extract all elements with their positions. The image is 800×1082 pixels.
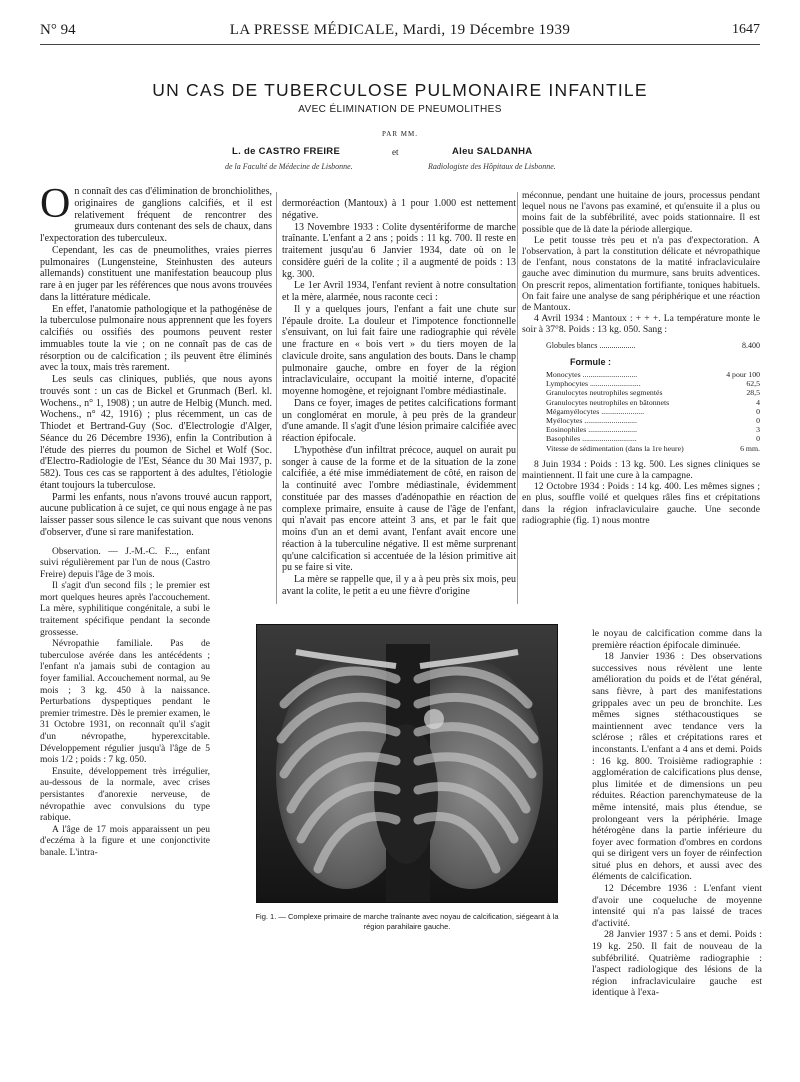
formula-value: 4 pour 100 <box>726 370 760 380</box>
formula-row <box>546 398 760 407</box>
author-1: L. de CASTRO FREIRE <box>232 146 341 157</box>
paragraph: Les seuls cas cliniques, publiés, que nous ayons trouvés sont : un cas de Bickel et Grunmach (Berl. kl. Wochens., n° 1, 1908) ; un autre de Helbig (Munch. med. Wochens., n° 42, 1916) ; plus récemment, un cas de Thiodet et Bertrand-Guy (Soc. d'Electrologie d'Alger, Séance du 26 Décembre 1936), enfin la Contribution à l'étude des pierres du poumon de Sichel et Wolf (Soc. d'Electro-Radiologie de l'Est, Séance du 30 Mai 1937, p. 582). Tous ces cas se rapportent à des adultes, l'étiologie étant toujours la tuberculose. <box>40 374 272 491</box>
paragraph: 18 Janvier 1936 : Des observations successives nous révèlent une lente amélioration du poids et de l'état général, sans fièvre, à part des manifestations grippales avec un peu de bronchite. Les mêmes signes stéthacoustiques se maintiennent avec tendance vers la sclérose ; râles et crépitations rares et inconstants. L'enfant a 4 ans et demi. Poids : 16 kg. 800. Troisième radiographie : agglomération de calcifications plus dense, plus limitée et de dimensions un peu réduites. Réaction parenchymateuse de la même intensité, mais plus étendue, se prolongeant vers la périphérie. Image hétérogène dans la partie inférieure du foyer avec formation d'ombres en cordons qui se dirigent vers un foyer de réinfection situé plus en dehors, et aussi avec des éléments de calcification. <box>592 651 762 883</box>
article-subtitle: AVEC ÉLIMINATION DE PNEUMOLITHES <box>298 104 502 115</box>
paragraph: Observation. — J.-M.-C. F..., enfant suivi régulièrement par l'un de nous (Castro Freire) depuis l'âge de 3 mois. <box>40 546 210 580</box>
figure-caption: Fig. 1. — Complexe primaire de marche traînante avec noyau de calcification, siégeant à la région parahilaire gauche. <box>255 912 559 931</box>
xray-figure <box>256 624 558 903</box>
xray-image <box>256 624 558 903</box>
paragraph: méconnue, pendant une huitaine de jours, processus pendant lequel nous ne l'avons pas examiné, et qu'ensuite il a plus ou moins fait de la subfébrilité, avec poids stationnaire. Il est possible que de là date la période allergique. <box>522 190 760 235</box>
paragraph: 28 Janvier 1937 : 5 ans et demi. Poids : 19 kg. 250. Il fait de nouveau de la subfébrilité. Quatrième radiographie : l'aspect radiologique des lésions de la région infraclaviculaire gauche est identique à l'exa- <box>592 929 762 999</box>
drop-cap: O <box>40 181 71 227</box>
formula-label: Myélocytes ........................... <box>546 416 637 426</box>
formula-value: 6 mm. <box>740 443 760 453</box>
issue-number: N° 94 <box>40 22 76 38</box>
formula-row <box>546 388 760 397</box>
formula-row <box>546 407 760 416</box>
paragraph: 12 Décembre 1936 : L'enfant vient d'avoir une coqueluche de moyenne intensité qui n'a pas laissé de traces d'activité. <box>592 883 762 929</box>
globules-value: 8.400 <box>742 340 760 350</box>
formula-label: Eosinophiles ......................... <box>546 425 637 435</box>
formula-table <box>546 370 760 453</box>
formula-row <box>546 379 760 388</box>
running-header <box>40 22 760 44</box>
paragraph: dermoréaction (Mantoux) à 1 pour 1.000 est nettement négative. <box>282 198 516 221</box>
formula-label: Vitesse de sédimentation (dans la 1re heure) <box>546 443 684 453</box>
formula-label: Mégamyélocytes ...................... <box>546 406 645 416</box>
formula-value: 62,5 <box>746 379 760 389</box>
formula-label: Monocytes ............................ <box>546 370 638 380</box>
author-2: Aleu SALDANHA <box>452 146 533 157</box>
formula-row <box>546 370 760 379</box>
page-number: 1647 <box>732 22 760 37</box>
paragraph: Le petit tousse très peu et n'a pas d'expectoration. A l'observation, à part la constitution délicate et névropathique de l'enfant, nous constatons de la matité infraclaviculaire gauche avec diminution du murmure, sans bruits adventices. On prescrit repos, alimentation fortifiante, toniques habituels. On fait faire une analyse de sang périphérique et une réaction de Mantoux. <box>522 234 760 314</box>
column-3 <box>522 190 760 526</box>
paragraph: Cependant, les cas de pneumolithes, vraies pierres pulmonaires (Lungensteine, Steinhusten des auteurs allemands) constituent une manifestation beaucoup plus rare à en juger par les références que nous avons trouvées dans la littérature médicale. <box>40 244 272 303</box>
affiliation-2: Radiologiste des Hôpitaux de Lisbonne. <box>428 162 556 171</box>
header-rule <box>40 44 760 45</box>
article-title: UN CAS DE TUBERCULOSE PULMONAIRE INFANTILE <box>152 80 648 100</box>
formula-value: 0 <box>756 406 760 416</box>
journal-title: LA PRESSE MÉDICALE, Mardi, 19 Décembre 1939 <box>229 22 571 38</box>
formula-label: Basophiles ............................ <box>546 434 637 444</box>
paragraph: En effet, l'anatomie pathologique et la pathogénèse de la tuberculose pulmonaire nous apprennent que les foyers calcifiés ou ossifiés des poumons peuvent rester immuables toute la vie ; on ne connaît pas de cas de résorption ou de calcification ; ils peuvent être éliminés avec la toux, mais très rarement. <box>40 303 272 374</box>
blood-count-line <box>546 340 760 351</box>
paragraph: Dans ce foyer, images de petites calcifications formant un conglomérat en morule, à peu près de la grandeur d'une amande. Il s'agit d'une lésion primaire calcifiée avec réaction épifocale. <box>282 397 516 444</box>
formula-row <box>546 444 760 453</box>
affiliation-1: de la Faculté de Médecine de Lisbonne. <box>225 162 353 171</box>
column-2 <box>282 198 516 598</box>
globules-label: Globules blancs .................. <box>546 340 636 350</box>
paragraph: Ensuite, développement très irrégulier, au-dessous de la normale, avec crises persistantes d'anorexie nerveuse, de névropathie avec convulsions du type rabique. <box>40 766 210 824</box>
paragraph: 8 Juin 1934 : Poids : 13 kg. 500. Les signes cliniques se maintiennent. Il fait une cure à la campagne. <box>522 458 760 482</box>
formula-value: 4 <box>756 397 760 407</box>
paragraph: Il s'agit d'un second fils ; le premier est mort quelques heures après l'accouchement. La mère, syphilitique congénitale, a subi le traitement spécifique pendant la seconde grossesse. <box>40 581 210 638</box>
paragraph: 12 Octobre 1934 : Poids : 14 kg. 400. Les mêmes signes ; en plus, souffle voilé et quelques râles fins et crépitations dans la région infraclaviculaire gauche. Une seconde radiographie (fig. 1) nous montre <box>522 481 760 526</box>
byline-par: PAR MM. <box>382 130 418 138</box>
formula-row <box>546 425 760 434</box>
column-1 <box>40 181 272 860</box>
formula-row <box>546 434 760 443</box>
formula-value: 28,5 <box>746 388 760 398</box>
paragraph: L'hypothèse d'un infiltrat précoce, auquel on aurait pu songer à cause de la forme et de la situation de la zone calcifiée, a été mise immédiatement de côté, en raison de la continuité avec l'ombre médiastinale, évidemment constituée par des masses d'adénopathie en réaction de complexe primaire, ensuite à cause de l'âge de l'enfant, qui n'avait pas encore atteint 3 ans, et par le fait que moins d'un an et demi avant, l'enfant avait encore une réaction à la tuberculine négative. Il est même surprenant qu'une calcification si accentuée de la lésion primitive ait pu se faire si vite. <box>282 444 516 574</box>
paragraph: le noyau de calcification comme dans la première réaction épifocale diminuée. <box>592 628 762 651</box>
formula-row <box>546 416 760 425</box>
paragraph: 4 Avril 1934 : Mantoux : + + +. La température monte le soir à 37°8. Poids : 13 kg. 050. Sang : <box>522 313 760 336</box>
author-conjunction: et <box>392 147 399 157</box>
paragraph: Il y a quelques jours, l'enfant a fait une chute sur l'épaule droite. La douleur et l'impotence fonctionnelle s'ensuivant, on lui fait faire une radiographie qui révèle une fracture en « bois vert » du tiers moyen de la clavicule droite, sans angulation des bouts. Dans le champ pulmonaire gauche, ombre en foyer de la région intraclaviculaire, occupant la moitié interne, d'opacité moyenne homogène, et rejoignant l'ombre médiastinale. <box>282 303 516 397</box>
column-3-continuation <box>592 628 762 999</box>
formula-value: 0 <box>756 434 760 444</box>
paragraph: Parmi les enfants, nous n'avons trouvé aucun rapport, aucune publication à ce sujet, ce qui nous engage à ne pas laisser passer sous silence le cas suivant que nous venons d'observer, d'une si rare manifestation. <box>40 491 272 538</box>
paragraph: La mère se rappelle que, il y a à peu près six mois, peu avant la colite, le petit a eu une fièvre d'origine <box>282 574 516 597</box>
paragraph: A l'âge de 17 mois apparaissent un peu d'eczéma à la figure et une conjonctivite banale. L'intra- <box>40 824 210 858</box>
formula-label: Granulocytes neutrophiles segmentés <box>546 388 663 398</box>
formula-value: 3 <box>756 425 760 435</box>
paragraph: n connaît des cas d'élimination de bronchiolithes, originaires de ganglions calcifiés, et il est relativement fréquent de rencontrer des grumeaux durs contenant des sels de chaux, dans l'expectoration des tuberculeux. <box>40 186 272 244</box>
formula-heading: Formule : <box>570 356 612 367</box>
formula-label: Lymphocytes .......................... <box>546 379 641 389</box>
column-rule-2 <box>517 192 518 604</box>
observation-block <box>40 547 210 860</box>
paragraph: Le 1er Avril 1934, l'enfant revient à notre consultation et la mère, alarmée, nous raconte ceci : <box>282 280 516 303</box>
paragraph: 13 Novembre 1933 : Colite dysentériforme de marche traînante. L'enfant a 2 ans ; poids : 11 kg. 700. Il reste en traitement jusqu'au 6 Janvier 1934, date où on le considère guéri de la colite ; il a augmenté de poids : 13 kg. 300. <box>282 221 516 280</box>
paragraph: Névropathie familiale. Pas de tuberculose avérée dans les antécédents ; l'enfant n'a jamais subi de contagion au foyer familial. Accouchement normal, au 9e mois ; 3 kg. 450 à la naissance. Perturbations dyspeptiques pendant le premier trimestre. Dès le premier examen, le 31 Octobre 1931, on reconnaît qu'il s'agit d'un névropathe, hyperexcitable. Développement régulier jusqu'à l'âge de 5 mois 1/2 ; poids : 7 kg. 050. <box>40 639 210 766</box>
formula-label: Granulocytes neutrophiles en bâtonnets <box>546 397 670 407</box>
formula-value: 0 <box>756 416 760 426</box>
column-rule-1 <box>276 192 277 604</box>
